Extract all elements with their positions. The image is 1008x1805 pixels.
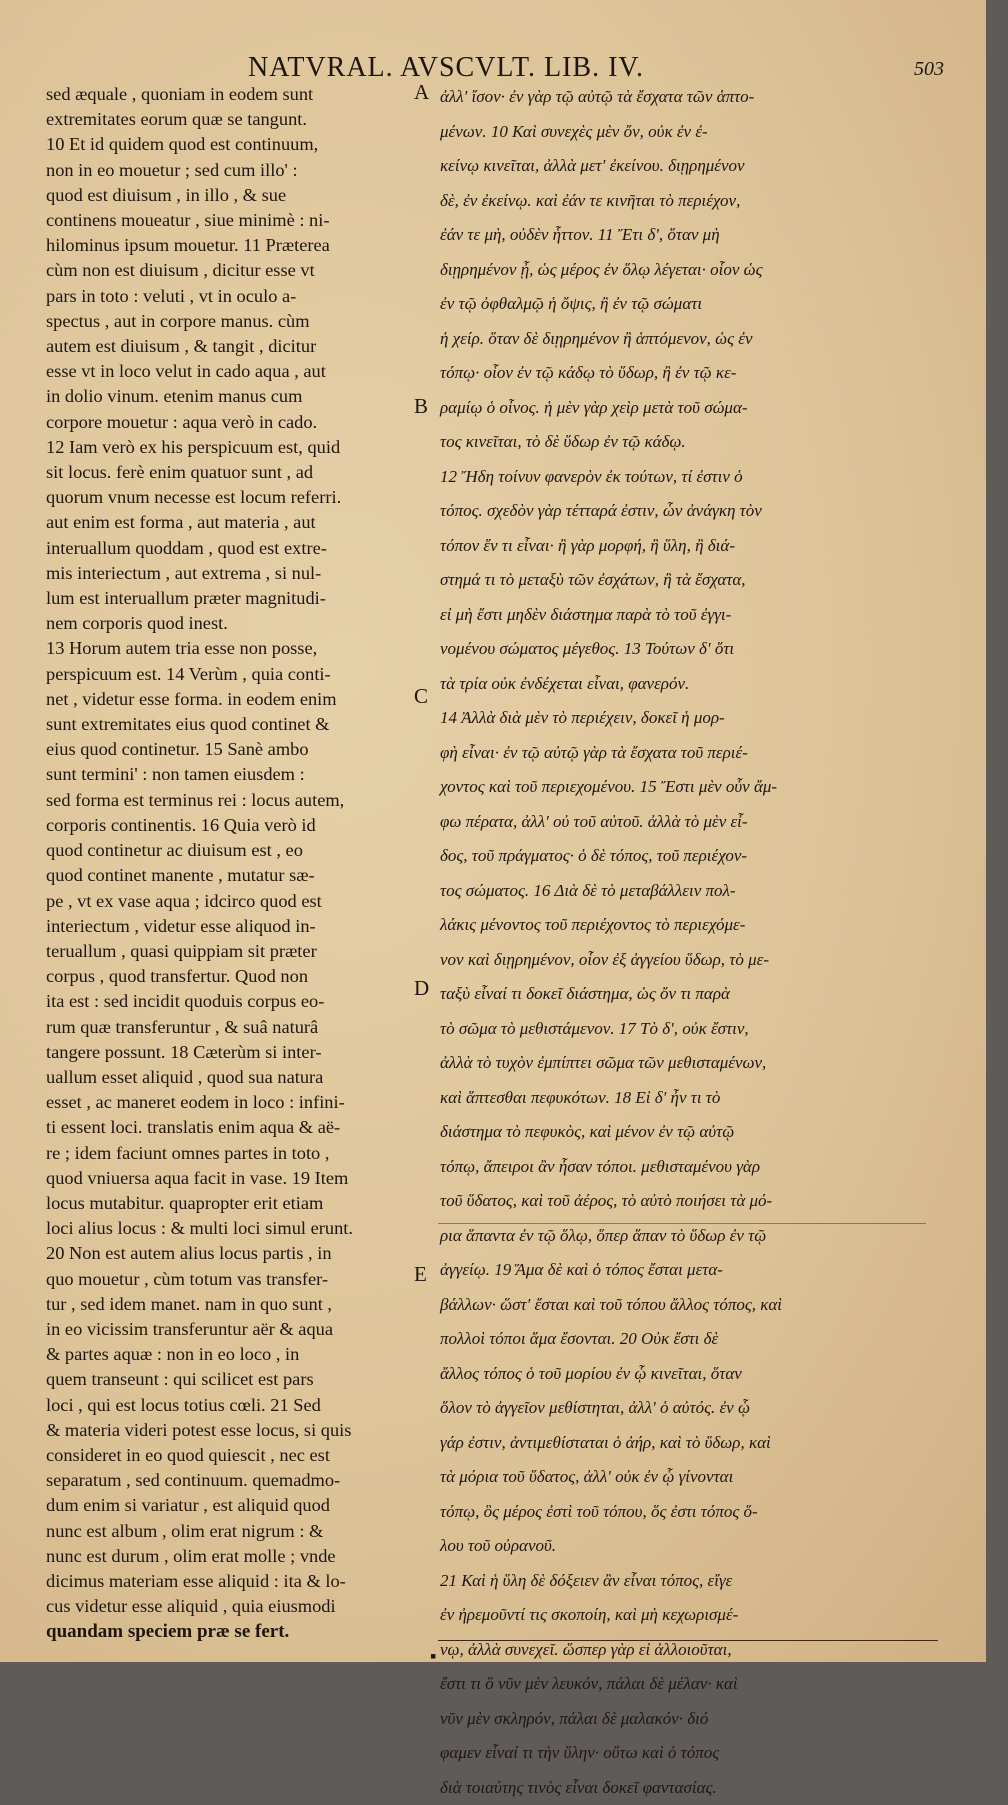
latin-text-line: corporis continentis. 16 Quia verò id: [46, 813, 416, 838]
greek-text-line: ἀγγείῳ. 19 Ἅμα δὲ καὶ ὁ τόπος ἔσται μετα-: [440, 1253, 930, 1288]
latin-text-line: ita est : sed incidit quoduis corpus eo-: [46, 989, 416, 1014]
latin-text-line: esset , ac maneret eodem in loco : infini-: [46, 1090, 416, 1115]
latin-text-line: & partes aquæ : non in eo loco , in: [46, 1342, 416, 1367]
latin-text-line: sed forma est terminus rei : locus autem,: [46, 788, 416, 813]
margin-letter-e: E: [414, 1262, 427, 1287]
greek-text-line: νῦν μὲν σκληρόν, πάλαι δὲ μαλακόν· διό: [440, 1702, 930, 1737]
latin-text-line: quod vniuersa aqua facit in vase. 19 Item: [46, 1166, 416, 1191]
latin-text-line: quod est diuisum , in illo , & sue: [46, 183, 416, 208]
latin-text-line: uallum esset aliquid , quod sua natura: [46, 1065, 416, 1090]
greek-text-line: δὲ, ἐν ἐκείνῳ. καὶ ἐάν τε κινῆται τὸ περιέχον,: [440, 184, 930, 219]
greek-text-line: καὶ ἅπτεσθαι πεφυκότων. 18 Εἰ δ' ἦν τι τὸ: [440, 1081, 930, 1116]
latin-text-line: tangere possunt. 18 Cæterùm si inter-: [46, 1040, 416, 1065]
greek-text-line: τόπῳ· οἷον ἐν τῷ κάδῳ τὸ ὕδωρ, ἢ ἐν τῷ κε-: [440, 356, 930, 391]
latin-text-line: corpore mouetur : aqua verò in cado.: [46, 410, 416, 435]
latin-text-line: sunt extremitates eius quod continet &: [46, 712, 416, 737]
latin-text-line: perspicuum est. 14 Verùm , quia conti-: [46, 662, 416, 687]
bottom-rule: [438, 1640, 938, 1641]
latin-text-line: quod continetur ac diuisum est , eo: [46, 838, 416, 863]
section-rule: [438, 1223, 926, 1224]
latin-text-line: corpus , quod transfertur. Quod non: [46, 964, 416, 989]
greek-text-line: κείνῳ κινεῖται, ἀλλὰ μετ' ἐκείνου. διῃρημένον: [440, 149, 930, 184]
greek-text-line: ἡ χείρ. ὅταν δὲ διῃρημένον ἢ ἁπτόμενον, ὡς ἐν: [440, 322, 930, 357]
greek-text-line: πολλοὶ τόποι ἅμα ἔσονται. 20 Οὐκ ἔστι δὲ: [440, 1322, 930, 1357]
latin-text-line: in dolio vinum. etenim manus cum: [46, 384, 416, 409]
latin-text-line: pars in toto : veluti , vt in oculo a-: [46, 284, 416, 309]
latin-text-line: 10 Et id quidem quod est continuum,: [46, 132, 416, 157]
greek-text-line: γάρ ἐστιν, ἀντιμεθίσταται ὁ ἀήρ, καὶ τὸ ὕδωρ, καὶ: [440, 1426, 930, 1461]
greek-text-line: λου τοῦ οὐρανοῦ.: [440, 1529, 930, 1564]
latin-text-line: & materia videri potest esse locus, si quis: [46, 1418, 416, 1443]
latin-text-line: spectus , aut in corpore manus. cùm: [46, 309, 416, 334]
latin-text-line: 20 Non est autem alius locus partis , in: [46, 1241, 416, 1266]
latin-text-line: loci alius locus : & multi loci simul erunt.: [46, 1216, 416, 1241]
latin-text-line: continens moueatur , siue minimè : ni-: [46, 208, 416, 233]
latin-text-line: sunt termini' : non tamen eiusdem :: [46, 762, 416, 787]
greek-text-line: στημά τι τὸ μεταξὺ τῶν ἐσχάτων, ἢ τὰ ἔσχατα,: [440, 563, 930, 598]
greek-text-line: ἀλλ' ἴσον· ἐν γὰρ τῷ αὐτῷ τὰ ἔσχατα τῶν ἁπτο-: [440, 80, 930, 115]
greek-text-line: δος, τοῦ πράγματος· ὁ δὲ τόπος, τοῦ περιέχον-: [440, 839, 930, 874]
greek-text-line: νον καὶ διῃρημένον, οἷον ἐξ ἀγγείου ὕδωρ, τὸ με-: [440, 943, 930, 978]
running-title: NATVRAL. AVSCVLT. LIB. IV.: [248, 52, 644, 84]
greek-text-line: ἄλλος τόπος ὁ τοῦ μορίου ἐν ᾧ κινεῖται, ὅταν: [440, 1357, 930, 1392]
latin-text-line: quem transeunt : qui scilicet est pars: [46, 1367, 416, 1392]
greek-text-line: τόπῳ, ὃς μέρος ἐστὶ τοῦ τόπου, ὅς ἐστι τόπος ὅ-: [440, 1495, 930, 1530]
greek-text-line: λάκις μένοντος τοῦ περιέχοντος τὸ περιεχόμε-: [440, 908, 930, 943]
latin-text-line: mis interiectum , aut extrema , si nul-: [46, 561, 416, 586]
latin-text-line: non in eo mouetur ; sed cum illo' :: [46, 158, 416, 183]
latin-text-line: hilominus ipsum mouetur. 11 Præterea: [46, 233, 416, 258]
latin-text-line: lum est interuallum præter magnitudi-: [46, 586, 416, 611]
latin-text-line: eius quod continetur. 15 Sanè ambo: [46, 737, 416, 762]
greek-text-line: τοῦ ὕδατος, καὶ τοῦ ἀέρος, τὸ αὐτὸ ποιήσει τὰ μό-: [440, 1184, 930, 1219]
greek-text-line: διὰ τοιαύτης τινὸς εἶναι δοκεῖ φαντασίας.: [440, 1771, 930, 1805]
latin-text-line: interuallum quoddam , quod est extre-: [46, 536, 416, 561]
greek-text-line: τὰ μόρια τοῦ ὕδατος, ἀλλ' οὐκ ἐν ᾧ γίνονται: [440, 1460, 930, 1495]
latin-text-line: interiectum , videtur esse aliquod in-: [46, 914, 416, 939]
greek-text-line: εἰ μὴ ἔστι μηδὲν διάστημα παρὰ τὸ τοῦ ἐγγι-: [440, 598, 930, 633]
latin-text-line: 13 Horum autem tria esse non posse,: [46, 636, 416, 661]
latin-text-line: autem est diuisum , & tangit , dicitur: [46, 334, 416, 359]
latin-column: [46, 82, 416, 1645]
greek-text-line: ἐάν τε μὴ, οὐδὲν ἧττον. 11 Ἔτι δ', ὅταν μὴ: [440, 218, 930, 253]
greek-text-line: φὴ εἶναι· ἐν τῷ αὐτῷ γὰρ τὰ ἔσχατα τοῦ περιέ-: [440, 736, 930, 771]
greek-text-line: τὸ σῶμα τὸ μεθιστάμενον. 17 Τὸ δ', οὐκ ἔστιν,: [440, 1012, 930, 1047]
latin-text-line: 12 Iam verò ex his perspicuum est, quid: [46, 435, 416, 460]
greek-text-line: 12 Ἤδη τοίνυν φανερὸν ἐκ τούτων, τί ἐστιν ὁ: [440, 460, 930, 495]
greek-text-line: τόπῳ, ἄπειροι ἂν ἦσαν τόποι. μεθισταμένου γὰρ: [440, 1150, 930, 1185]
greek-text-line: νῳ, ἀλλὰ συνεχεῖ. ὥσπερ γὰρ εἰ ἀλλοιοῦται,: [440, 1633, 930, 1668]
greek-text-line: μένων. 10 Καὶ συνεχὲς μὲν ὄν, οὐκ ἐν ἐ-: [440, 115, 930, 150]
greek-text-line: φαμεν εἶναί τι τὴν ὕλην· οὕτω καὶ ὁ τόπος: [440, 1736, 930, 1771]
latin-text-line: esse vt in loco velut in cado aqua , aut: [46, 359, 416, 384]
margin-letter-b: B: [414, 394, 428, 419]
latin-text-line: sit locus. ferè enim quatuor sunt , ad: [46, 460, 416, 485]
greek-text-line: ἐν τῷ ὀφθαλμῷ ἡ ὄψις, ἢ ἐν τῷ σώματι: [440, 287, 930, 322]
latin-text-line: teruallum , quasi quippiam sit præter: [46, 939, 416, 964]
greek-text-line: διάστημα τὸ πεφυκὸς, καὶ μένον ἐν τῷ αὐτῷ: [440, 1115, 930, 1150]
latin-text-line: extremitates eorum quæ se tangunt.: [46, 107, 416, 132]
latin-text-line: dicimus materiam esse aliquid : ita & lo-: [46, 1569, 416, 1594]
latin-text-line: pe , vt ex vase aqua ; idcirco quod est: [46, 889, 416, 914]
latin-text-line: quandam speciem præ se fert.: [46, 1619, 416, 1644]
latin-text-line: nunc est durum , olim erat molle ; vnde: [46, 1544, 416, 1569]
latin-text-line: tur , sed idem manet. nam in quo sunt ,: [46, 1292, 416, 1317]
greek-text-line: 21 Καὶ ἡ ὕλη δὲ δόξειεν ἂν εἶναι τόπος, εἴγε: [440, 1564, 930, 1599]
greek-text-line: χοντος καὶ τοῦ περιεχομένου. 15 Ἔστι μὲν οὖν ἄμ-: [440, 770, 930, 805]
greek-text-line: βάλλων· ὥστ' ἔσται καὶ τοῦ τόπου ἄλλος τόπος, καὶ: [440, 1288, 930, 1323]
latin-text-line: locus mutabitur. quapropter erit etiam: [46, 1191, 416, 1216]
greek-text-line: τόπος. σχεδὸν γὰρ τέτταρά ἐστιν, ὧν ἀνάγκη τὸν: [440, 494, 930, 529]
greek-text-line: ταξὺ εἶναί τι δοκεῖ διάστημα, ὡς ὄν τι παρὰ: [440, 977, 930, 1012]
latin-text-line: rum quæ transferuntur , & suâ naturâ: [46, 1015, 416, 1040]
margin-letter-a: A: [414, 80, 429, 105]
greek-text-line: ἔστι τι ὃ νῦν μὲν λευκόν, πάλαι δὲ μέλαν· καὶ: [440, 1667, 930, 1702]
greek-text-line: διῃρημένον ᾖ, ὡς μέρος ἐν ὅλῳ λέγεται· οἷον ὡς: [440, 253, 930, 288]
greek-text-line: τος σώματος. 16 Διὰ δὲ τὸ μεταβάλλειν πολ-: [440, 874, 930, 909]
greek-text-line: τὰ τρία οὐκ ἐνδέχεται εἶναι, φανερόν.: [440, 667, 930, 702]
margin-letter-d: D: [414, 976, 429, 1001]
latin-text-line: consideret in eo quod quiescit , nec est: [46, 1443, 416, 1468]
latin-text-line: sed æquale , quoniam in eodem sunt: [46, 82, 416, 107]
latin-text-line: ti essent loci. translatis enim aqua & aë-: [46, 1115, 416, 1140]
greek-text-line: νομένου σώματος μέγεθος. 13 Τούτων δ' ὅτι: [440, 632, 930, 667]
latin-text-line: cus videtur esse aliquid , quia eiusmodi: [46, 1594, 416, 1619]
latin-text-line: loci , qui est locus totius cœli. 21 Sed: [46, 1393, 416, 1418]
latin-text-line: separatum , sed continuum. quemadmo-: [46, 1468, 416, 1493]
greek-text-line: τόπον ἕν τι εἶναι· ἢ γὰρ μορφή, ἢ ὕλη, ἢ διά-: [440, 529, 930, 564]
greek-text-line: ρια ἅπαντα ἐν τῷ ὅλῳ, ὅπερ ἅπαν τὸ ὕδωρ ἐν τῷ: [440, 1219, 930, 1254]
ornament-mark: ▪: [430, 1646, 436, 1667]
greek-text-line: ὅλον τὸ ἀγγεῖον μεθίστηται, ἀλλ' ὁ αὐτός. ἐν ᾧ: [440, 1391, 930, 1426]
greek-text-line: φω πέρατα, ἀλλ' οὐ τοῦ αὐτοῦ. ἀλλὰ τὸ μὲν εἶ-: [440, 805, 930, 840]
latin-text-line: re ; idem faciunt omnes partes in toto ,: [46, 1141, 416, 1166]
latin-text-line: quod continet manente , mutatur sæ-: [46, 863, 416, 888]
greek-text-line: ραμίῳ ὁ οἶνος. ἡ μὲν γὰρ χεὶρ μετὰ τοῦ σώμα-: [440, 391, 930, 426]
latin-text-line: dum enim si variatur , est aliquid quod: [46, 1493, 416, 1518]
margin-letter-c: C: [414, 684, 428, 709]
greek-text-line: ἀλλὰ τὸ τυχὸν ἐμπίπτει σῶμα τῶν μεθισταμένων,: [440, 1046, 930, 1081]
latin-text-line: quo mouetur , cùm totum vas transfer-: [46, 1267, 416, 1292]
latin-text-line: net , videtur esse forma. in eodem enim: [46, 687, 416, 712]
page-number: 503: [914, 58, 944, 81]
latin-text-line: cùm non est diuisum , dicitur esse vt: [46, 258, 416, 283]
latin-text-line: nunc est album , olim erat nigrum : &: [46, 1519, 416, 1544]
greek-text-line: τος κινεῖται, τὸ δὲ ὕδωρ ἐν τῷ κάδῳ.: [440, 425, 930, 460]
latin-text-line: in eo vicissim transferuntur aër & aqua: [46, 1317, 416, 1342]
greek-column: [440, 80, 930, 1805]
greek-text-line: ἐν ἠρεμοῦντί τις σκοποίη, καὶ μὴ κεχωρισμέ-: [440, 1598, 930, 1633]
latin-text-line: nem corporis quod inest.: [46, 611, 416, 636]
latin-text-line: quorum vnum necesse est locum referri.: [46, 485, 416, 510]
greek-text-line: 14 Ἀλλὰ διὰ μὲν τὸ περιέχειν, δοκεῖ ἡ μορ-: [440, 701, 930, 736]
latin-text-line: aut enim est forma , aut materia , aut: [46, 510, 416, 535]
